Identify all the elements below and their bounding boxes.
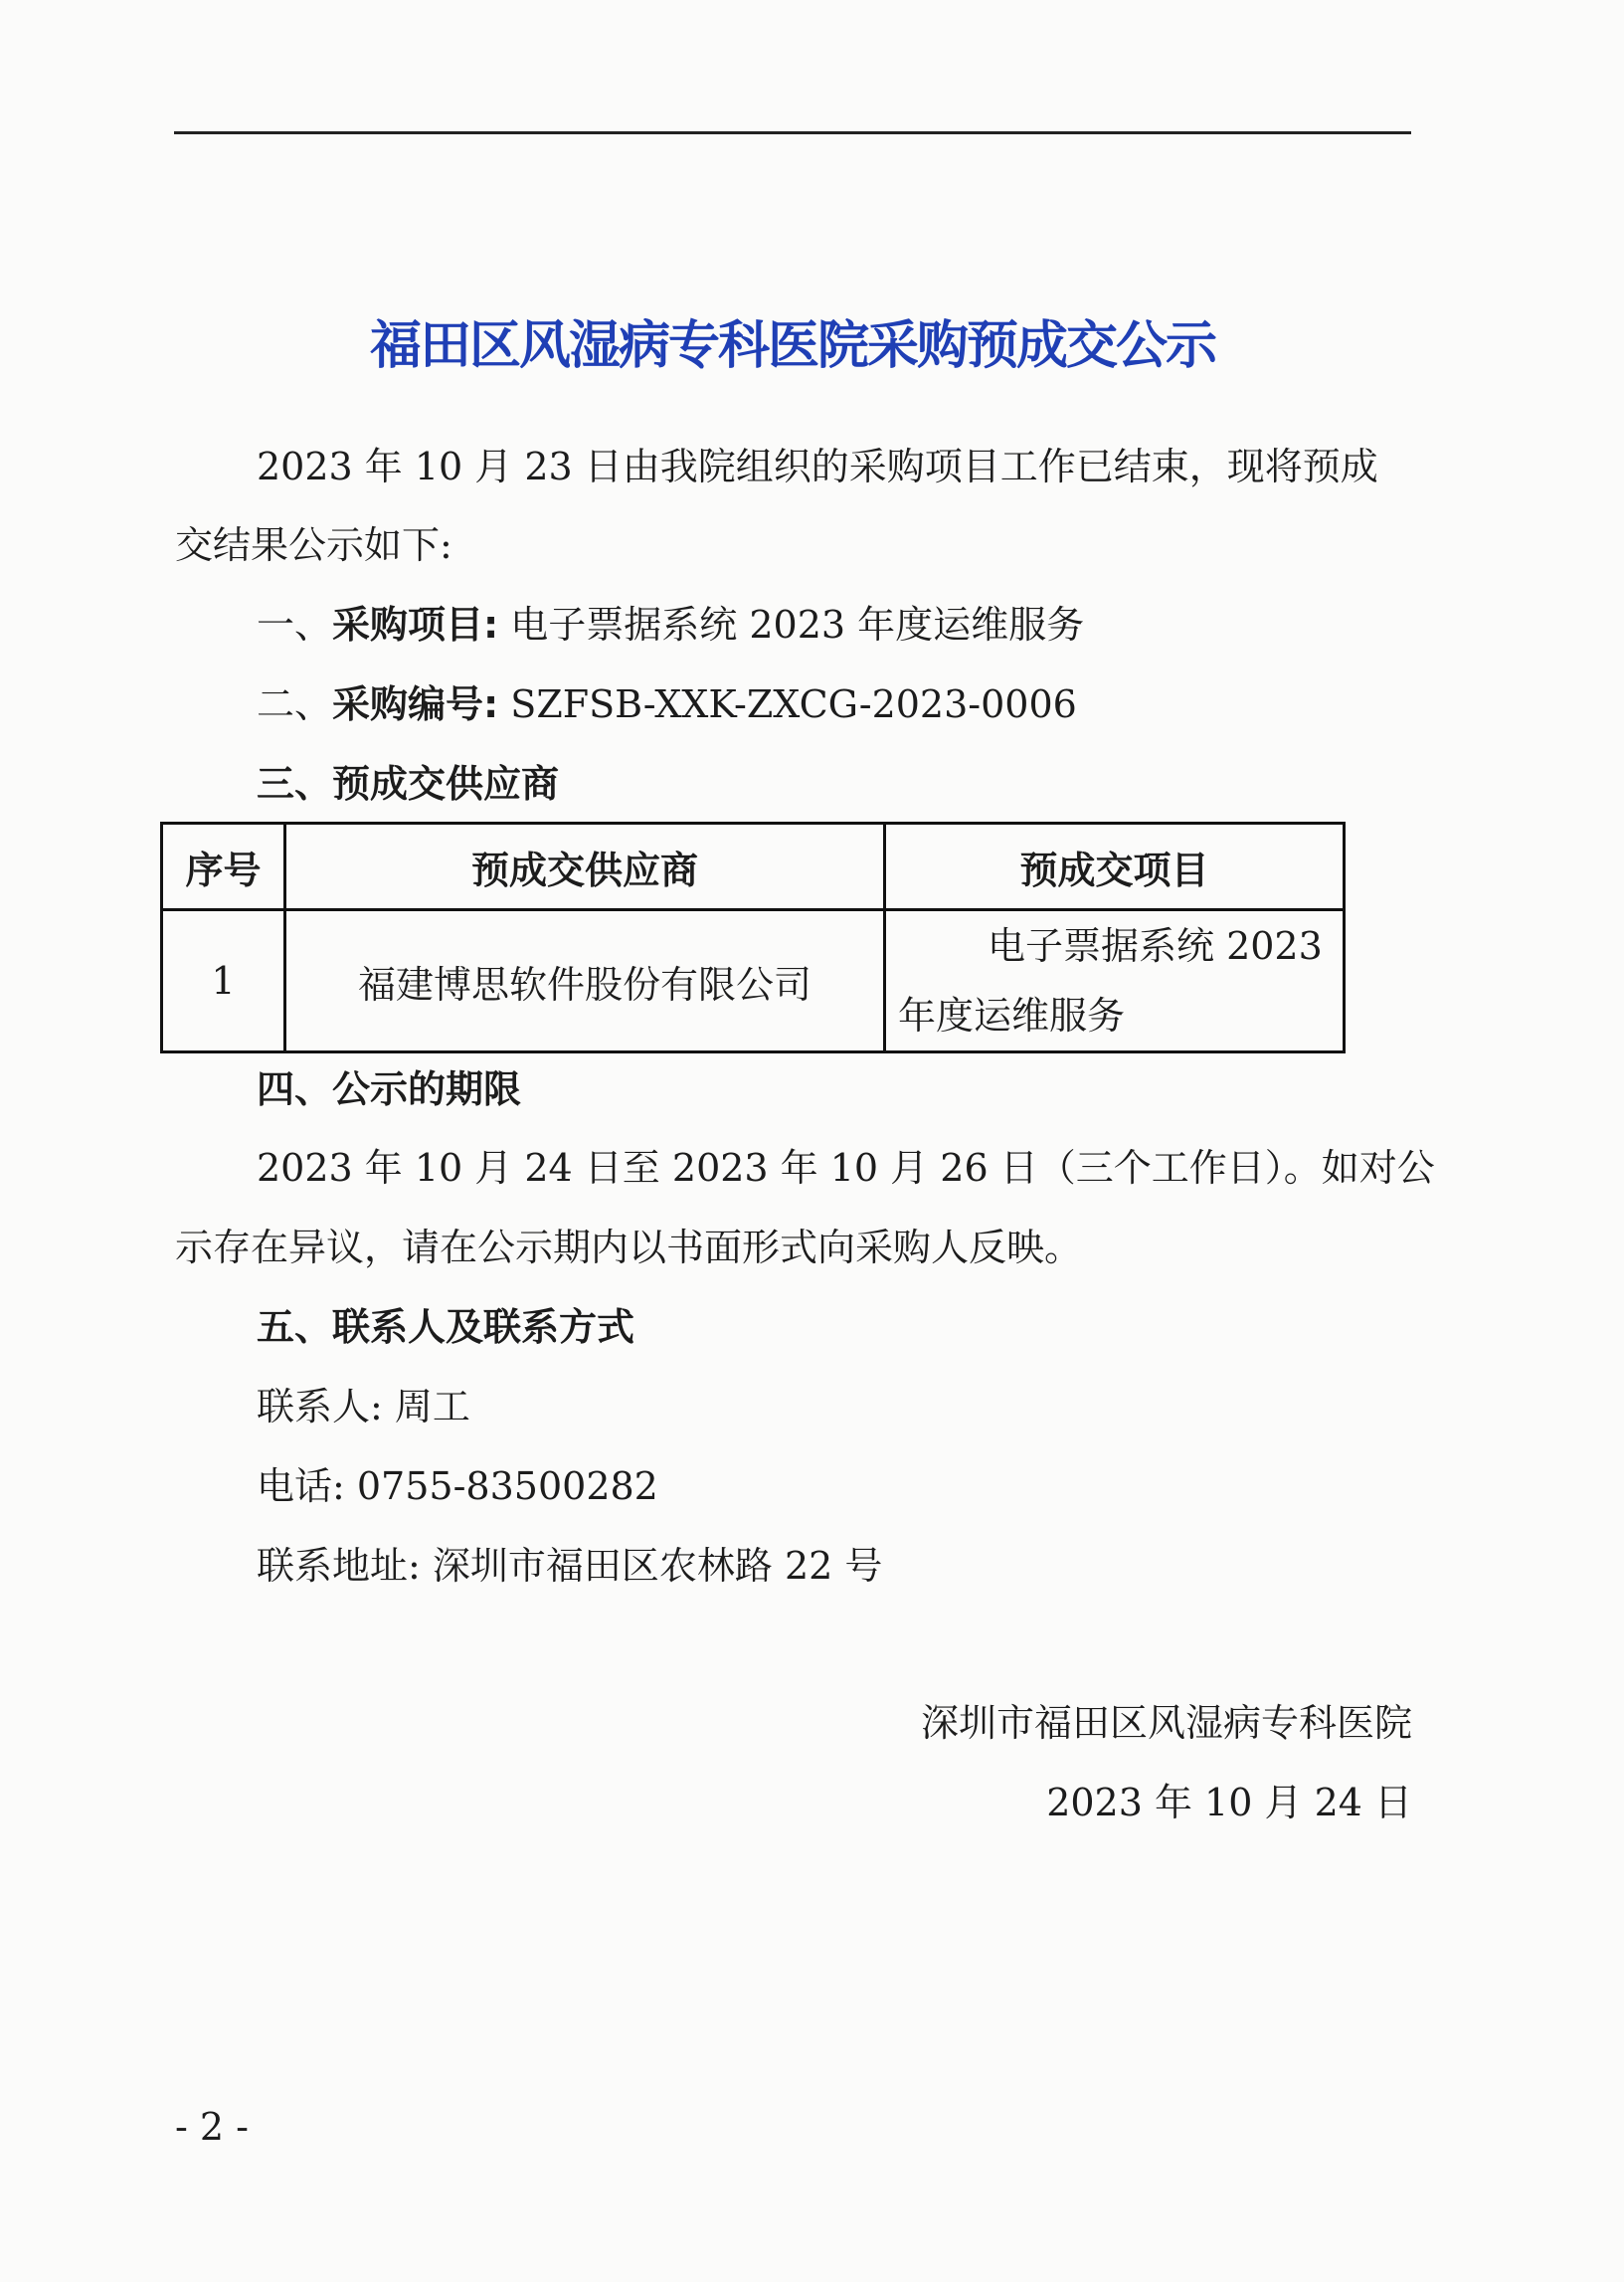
item2-value: SZFSB-XXK-ZXCG-2023-0006 [498,682,1077,726]
section-heading-vendors: 三、预成交供应商 [257,762,560,806]
intro-line-1: 2023 年 10 月 23 日由我院组织的采购项目工作已结束，现将预成 [257,445,1378,488]
intro-line-2: 交结果公示如下: [175,523,452,567]
item2-prefix: 二、 [257,682,333,726]
item-procurement-project [257,601,1084,649]
cell-project [885,910,1345,1052]
document-title: 福田区风湿病专科医院采购预成交公示 [369,316,1215,376]
period-line-1: 2023 年 10 月 24 日至 2023 年 10 月 26 日（三个工作日）。如对公 [257,1146,1435,1190]
cell-vendor: 福建博思软件股份有限公司 [285,910,885,1052]
header-rule [174,131,1411,134]
header-seq: 序号 [162,824,285,910]
cell-seq: 1 [162,910,285,1052]
period-line-2: 示存在异议，请在公示期内以书面形式向采购人反映。 [175,1226,1083,1269]
item1-label: 采购项目: [332,603,499,647]
page-number: - 2 - [175,2105,250,2149]
table-header-row [162,824,1345,910]
cell-project-line-1: 电子票据系统 2023 [988,924,1323,968]
signature-org: 深圳市福田区风湿病专科医院 [920,1701,1412,1745]
item1-prefix: 一、 [257,603,333,647]
table-row [162,910,1345,1052]
item-procurement-number [257,680,1077,728]
header-vendor: 预成交供应商 [285,824,885,910]
item1-value: 电子票据系统 2023 年度运维服务 [498,603,1085,647]
contact-phone: 电话: 0755-83500282 [257,1464,658,1508]
contact-address: 联系地址: 深圳市福田区农林路 22 号 [257,1544,883,1588]
contact-person: 联系人: 周工 [257,1385,470,1428]
section-heading-contact: 五、联系人及联系方式 [257,1305,635,1349]
vendor-table [160,822,1346,1053]
item2-label: 采购编号: [332,682,499,726]
cell-project-line-2: 年度运维服务 [898,994,1126,1038]
section-heading-period: 四、公示的期限 [257,1067,522,1111]
signature-date: 2023 年 10 月 24 日 [1046,1781,1412,1824]
header-project: 预成交项目 [885,824,1345,910]
